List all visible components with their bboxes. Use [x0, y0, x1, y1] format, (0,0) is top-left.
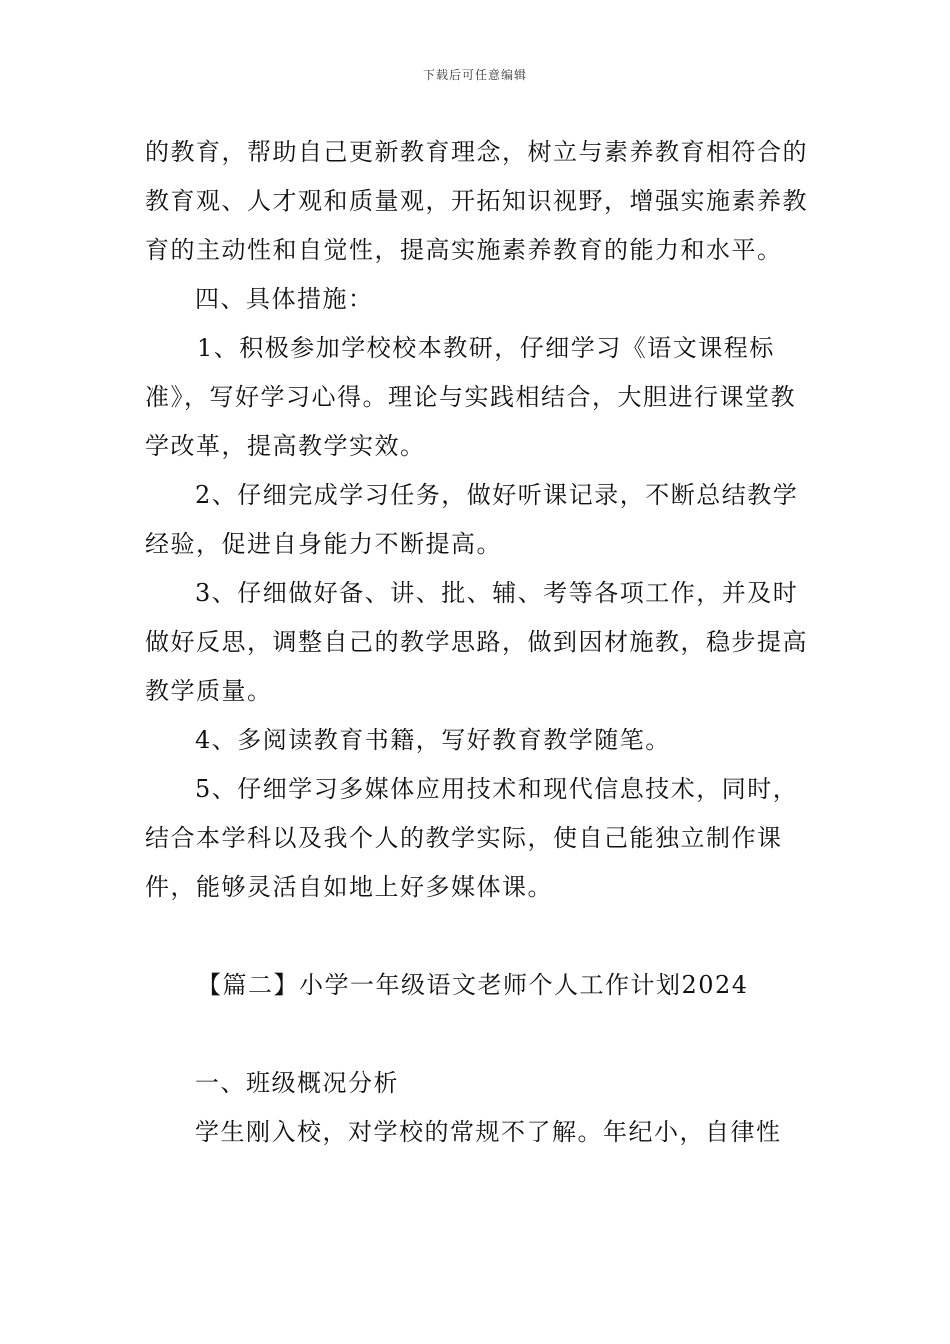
measure-item-4: 4、多阅读教育书籍，写好教育教学随笔。 [195, 726, 671, 754]
heading-specific-measures: 四、具体措施： [195, 285, 374, 313]
measure-item-5: 5、仔细学习多媒体应用技术和现代信息技术，同时，结合本学科以及我个人的教学实际，使自己能独立制作课件，能够灵活自如地上好多媒体课。 [145, 775, 799, 901]
heading-class-analysis: 一、班级概况分析 [195, 1069, 399, 1097]
page-header: 下载后可任意编辑 [422, 68, 527, 82]
measure-item-2: 2、仔细完成学习任务，做好听课记录，不断总结教学经验，促进自身能力不断提高。 [145, 481, 799, 558]
section-title: 【篇二】小学一年级语文老师个人工作计划2024 [197, 971, 749, 999]
paragraph-continuation: 的教育，帮助自己更新教育理念，树立与素养教育相符合的教育观、人才观和质量观，开拓知识视野，增强实施素养教育的主动性和自觉性，提高实施素养教育的能力和水平。 [145, 138, 808, 264]
measure-item-1: 1、积极参加学校校本教研，仔细学习《语文课程标准》，写好学习心得。理论与实践相结合，大胆进行课堂教学改革，提高教学实效。 [145, 334, 796, 460]
document-body [145, 128, 810, 1157]
paragraph-class-analysis: 学生刚入校，对学校的常规不了解。年纪小，自律性 [195, 1118, 782, 1146]
measure-item-3: 3、仔细做好备、讲、批、辅、考等各项工作，并及时做好反思，调整自己的教学思路，做到因材施教，稳步提高教学质量。 [145, 579, 808, 705]
